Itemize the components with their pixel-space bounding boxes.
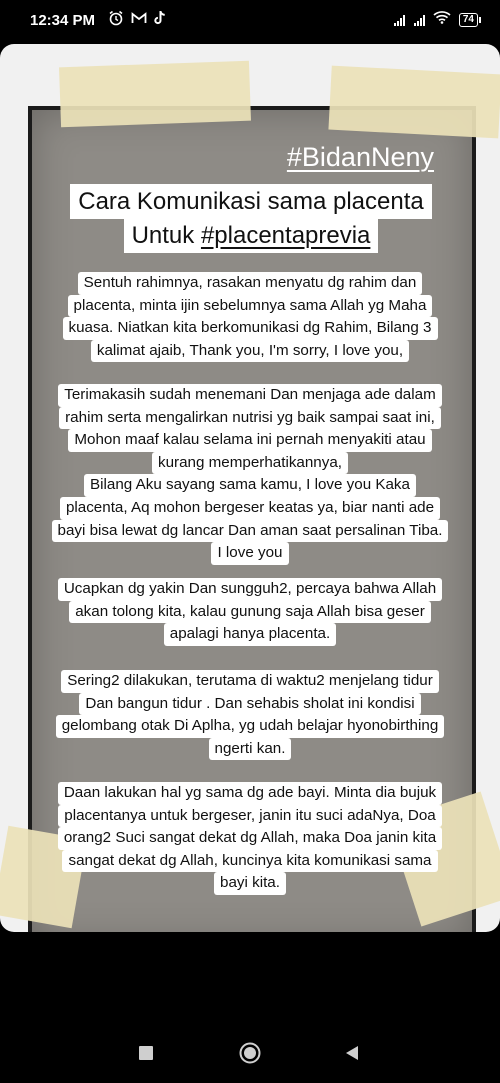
text-line: Sentuh rahimnya, rasakan menyatu dg rahim dan — [78, 272, 423, 295]
author-hashtag: #BidanNeny — [286, 142, 434, 172]
text-line: gelombang otak Di Aplha, yg udah belajar hyonobirthing — [56, 715, 445, 738]
paragraph-3 — [40, 578, 460, 646]
tape-decoration — [328, 66, 500, 139]
gmail-icon — [131, 10, 147, 31]
text-line: orang2 Suci sangat dekat dg Allah, maka Doa janin kita — [58, 827, 442, 850]
paragraph-4 — [40, 670, 460, 760]
title-hashtag: #placentaprevia — [200, 222, 371, 249]
text-line: Dan bangun tidur . Dan sehabis sholat ini kondisi — [79, 693, 420, 716]
text-line: akan tolong kita, kalau gunung saja Allah bisa geser — [69, 601, 431, 624]
title-line-2: Untuk #placentaprevia — [124, 218, 379, 253]
paragraph-5 — [40, 782, 460, 895]
text-line: bayi bisa lewat dg lancar Dan aman saat persalinan Tiba. — [52, 520, 449, 543]
home-circle-icon[interactable] — [239, 1042, 261, 1069]
text-line: bayi kita. — [214, 872, 286, 895]
text-line: kuasa. Niatkan kita berkomunikasi dg Rahim, Bilang 3 — [63, 317, 438, 340]
tape-decoration — [59, 61, 251, 128]
text-line: sangat dekat dg Allah, kuncinya kita komunikasi sama — [62, 850, 437, 873]
paragraph-1 — [40, 272, 460, 362]
story-title — [62, 184, 440, 253]
text-line: kalimat ajaib, Thank you, I'm sorry, I love you, — [91, 340, 409, 363]
wifi-icon — [433, 10, 451, 29]
paragraph-2 — [30, 384, 470, 565]
text-line: Bilang Aku sayang sama kamu, I love you Kaka — [84, 474, 416, 497]
status-time: 12:34 PM — [30, 12, 96, 29]
navigation-bar — [0, 1000, 500, 1083]
text-line: kurang memperhatikannya, — [152, 452, 348, 475]
status-bar — [0, 0, 500, 44]
title-line-1: Cara Komunikasi sama placenta — [70, 184, 432, 219]
tiktok-icon — [153, 10, 167, 31]
text-line: Ucapkan dg yakin Dan sungguh2, percaya bahwa Allah — [58, 578, 442, 601]
text-line: placentanya untuk bergeser, janin itu suci adaNya, Doa — [58, 805, 442, 828]
text-line: placenta, minta ijin sebelumnya sama Allah yg Maha — [68, 295, 433, 318]
back-triangle-icon[interactable] — [345, 1045, 359, 1066]
text-line: I love you — [211, 542, 288, 565]
text-line: placenta, Aq mohon bergeser keatas ya, biar nanti ade — [60, 497, 440, 520]
text-line: Mohon maaf kalau selama ini pernah menyakiti atau — [68, 429, 431, 452]
signal-1-icon — [393, 14, 405, 26]
text-line: apalagi hanya placenta. — [164, 623, 336, 646]
text-line: ngerti kan. — [209, 738, 292, 761]
text-line: Daan lakukan hal yg sama dg ade bayi. Minta dia bujuk — [58, 782, 442, 805]
signal-2-icon — [413, 14, 425, 26]
text-line: Terimakasih sudah menemani Dan menjaga ade dalam — [58, 384, 441, 407]
text-line: Sering2 dilakukan, terutama di waktu2 menjelang tidur — [61, 670, 439, 693]
text-line: rahim serta mengalirkan nutrisi yg baik sampai saat ini, — [59, 407, 441, 430]
battery-indicator: 74 — [459, 13, 478, 27]
alarm-icon — [108, 10, 124, 31]
recents-square-icon[interactable] — [139, 1046, 153, 1060]
story-card[interactable] — [0, 44, 500, 932]
